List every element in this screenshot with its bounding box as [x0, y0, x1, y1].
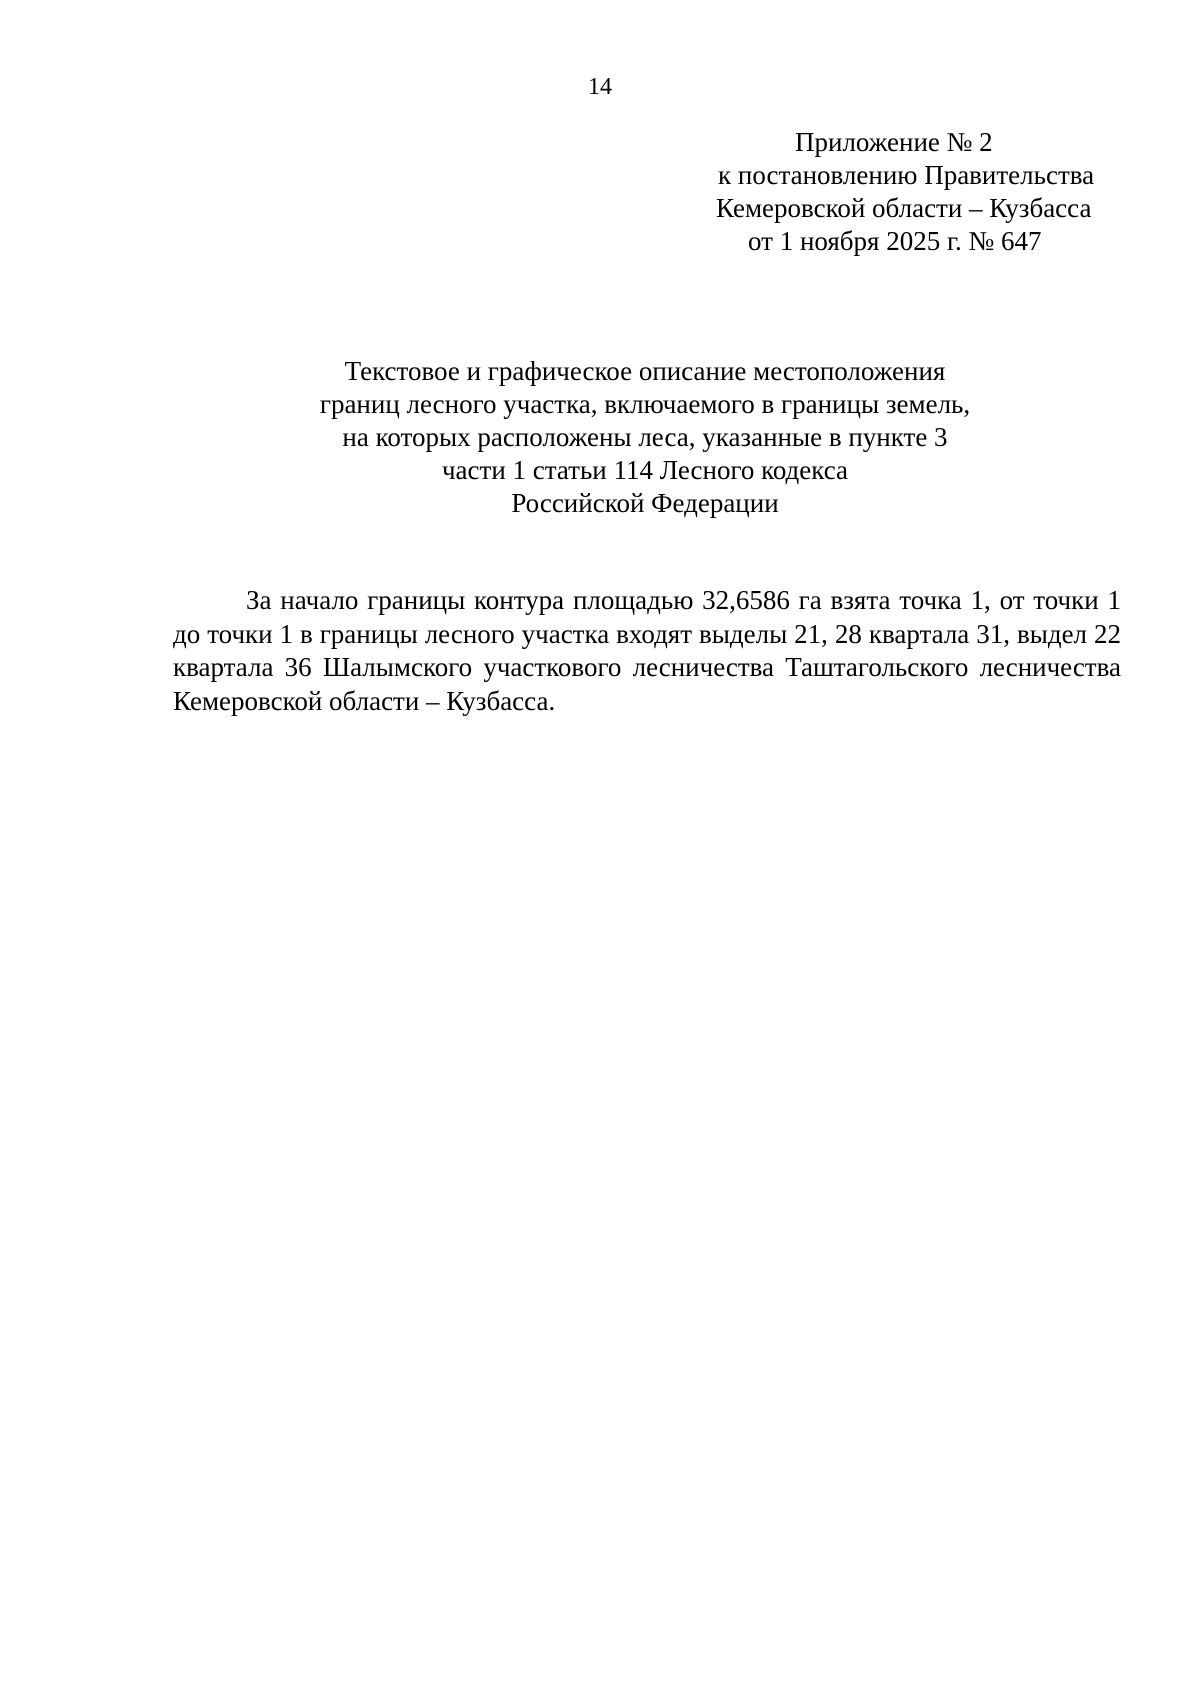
appendix-reference: к постановлению Правительства — [718, 160, 1095, 190]
appendix-header — [700, 126, 1130, 258]
title-line-5: Российской Федерации — [511, 488, 779, 518]
body-paragraph: За начало границы контура площадью 32,6586 га взята точка 1, от точки 1 до точки 1 в границы лесного участка входят выделы 21, 28 квартала 31, выдел 22 квартала 36 Шалымского участкового лесничества Таштагольского лесничества Кемеровской области – Кузбасса. — [173, 585, 1121, 716]
page-number: 14 — [588, 74, 612, 100]
appendix-number: Приложение № 2 — [795, 127, 993, 157]
document-title — [150, 355, 1140, 520]
title-line-2: границ лесного участка, включаемого в границы земель, — [319, 389, 971, 419]
title-line-3: на которых расположены леса, указанные в пункте 3 — [342, 422, 948, 452]
appendix-region: Кемеровской области – Кузбасса — [716, 193, 1092, 223]
appendix-date: от 1 ноября 2025 г. № 647 — [748, 226, 1042, 256]
title-line-4: части 1 статьи 114 Лесного кодекса — [441, 455, 849, 485]
title-line-1: Текстовое и графическое описание местоположения — [344, 356, 946, 386]
